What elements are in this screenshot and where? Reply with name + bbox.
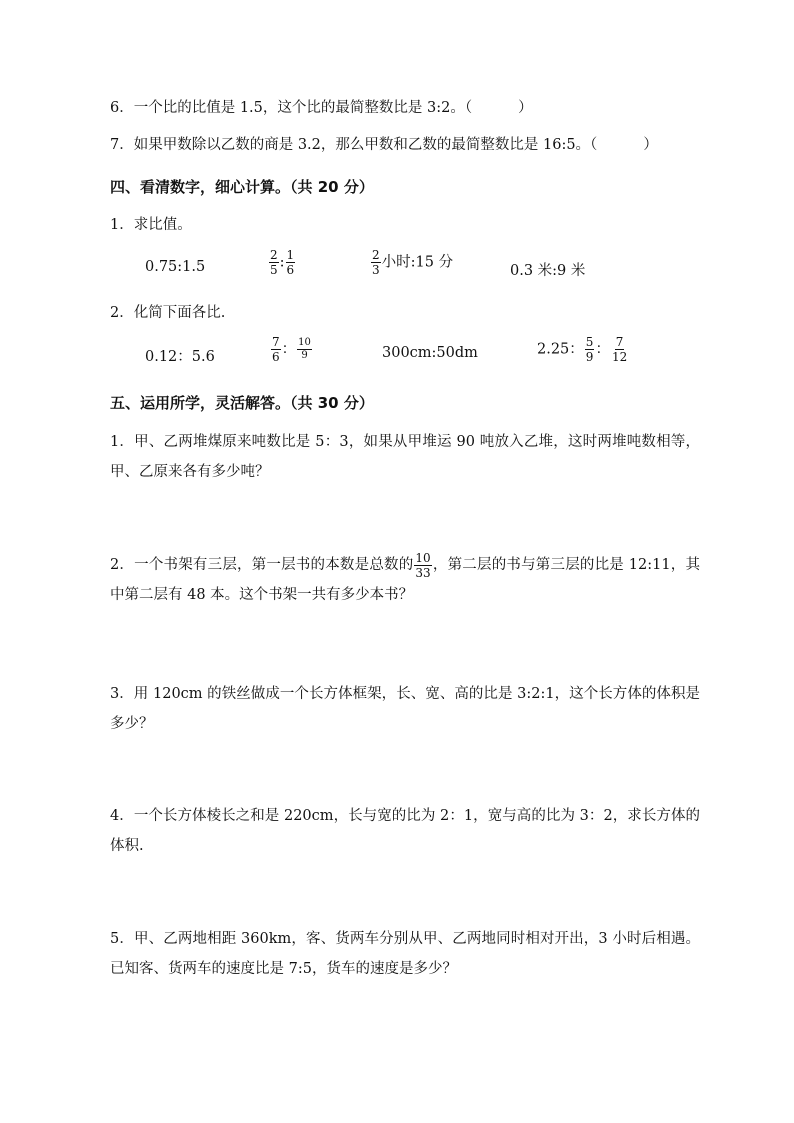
section-4-part-2-label: 2．化简下面各比.	[110, 305, 226, 321]
section-4-part-1-label: 1．求比值。	[110, 217, 192, 233]
fraction: $\frac{2}{3}$	[372, 248, 380, 277]
question-7: 7．如果甲数除以乙数的商是 3.2，那么甲数和乙数的最简整数比是 16:5。（ ）	[110, 137, 658, 153]
simplify-item-b: $\frac{7}{6}$ ： $\frac{10}{9}$	[272, 335, 311, 364]
problem-4: 4．一个长方体棱长之和是 220cm，长与宽的比为 2：1，宽与高的比为 3：2，求长方体的体积.	[110, 808, 700, 854]
fraction: $\frac{7}{6}$	[272, 335, 280, 364]
simplify-item-d: 2.25： $\frac{5}{9}$ ： $\frac{7}{12}$	[537, 335, 628, 364]
problem-2: 2．一个书架有三层，第一层书的本数是总数的 $\frac{10}{33}$ ，第二层的书与第三层的比是 12:11，其中第二层有 48 本。这个书架一共有多少本书？	[110, 550, 700, 603]
ratio-item-d: 0.3 米:9 米	[510, 263, 586, 279]
section-4-heading: 四、看清数字，细心计算。（共 20 分）	[110, 178, 374, 196]
question-6: 6．一个比的比值是 1.5，这个比的最简整数比是 3:2。（ ）	[110, 100, 533, 116]
fraction: $\frac{7}{12}$	[611, 335, 628, 364]
fraction: $\frac{10}{9}$	[298, 337, 311, 361]
fraction: $\frac{1}{6}$	[286, 248, 295, 277]
section-5-heading: 五、运用所学，灵活解答。（共 30 分）	[110, 394, 374, 412]
fraction: $\frac{5}{9}$	[585, 335, 594, 364]
simplify-item-c: 300cm:50dm	[382, 345, 478, 361]
ratio-item-b: $\frac{2}{5}$ : $\frac{1}{6}$	[270, 248, 295, 277]
problem-3: 3．用 120cm 的铁丝做成一个长方体框架，长、宽、高的比是 3:2:1，这个长方体的体积是多少？	[110, 686, 700, 732]
problem-5: 5．甲、乙两地相距 360km，客、货两车分别从甲、乙两地同时相对开出，3 小时后相遇。已知客、货两车的速度比是 7:5，货车的速度是多少？	[110, 931, 700, 977]
problem-1: 1．甲、乙两堆煤原来吨数比是 5：3，如果从甲堆运 90 吨放入乙堆，这时两堆吨数相等，甲、乙原来各有多少吨？	[110, 434, 700, 480]
fraction: $\frac{2}{5}$	[270, 248, 278, 277]
simplify-item-a: 0.12：5.6	[145, 349, 215, 365]
ratio-item-c: $\frac{2}{3}$ 小时:15 分	[372, 248, 454, 277]
ratio-item-a: 0.75:1.5	[145, 259, 206, 275]
fraction: $\frac{10}{33}$	[415, 550, 431, 580]
